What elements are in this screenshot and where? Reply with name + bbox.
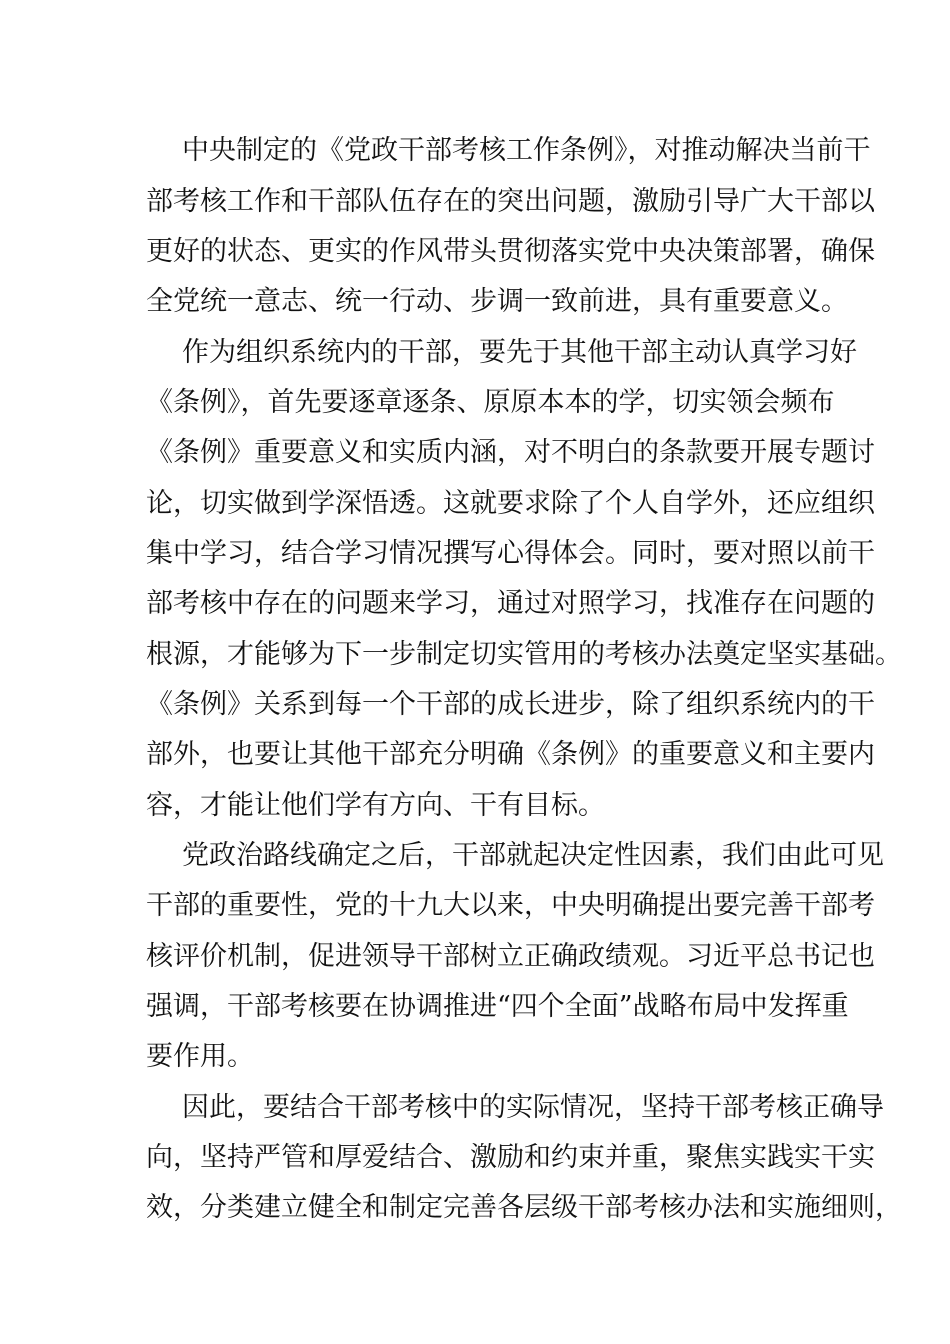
paragraph-1-line-2: 部考核工作和干部队伍存在的突出问题，激励引导广大干部以: [146, 186, 875, 217]
paragraph-4-line-2: 向，坚持严管和厚爱结合、激励和约束并重，聚焦实践实干实: [146, 1142, 875, 1173]
paragraph-3-line-2: 干部的重要性，党的十九大以来，中央明确提出要完善干部考: [146, 890, 875, 921]
paragraph-3-line-5: 要作用。: [146, 1041, 254, 1072]
paragraph-2-line-6: 部考核中存在的问题来学习，通过对照学习，找准存在问题的: [146, 588, 875, 619]
paragraph-1-line-1: 中央制定的《党政干部考核工作条例》，对推动解决当前干: [182, 135, 871, 166]
paragraph-2-line-10: 容，才能让他们学有方向、干有目标。: [146, 790, 605, 821]
paragraph-2-line-2: 《条例》，首先要逐章逐条、原原本本的学，切实领会频布: [146, 387, 835, 418]
paragraph-2-line-9: 部外，也要让其他干部充分明确《条例》的重要意义和主要内: [146, 739, 875, 770]
paragraph-4-line-1: 因此，要结合干部考核中的实际情况，坚持干部考核正确导: [182, 1092, 884, 1123]
paragraph-2-line-7: 根源，才能够为下一步制定切实管用的考核办法奠定坚实基础。: [146, 639, 902, 670]
paragraph-2-line-1: 作为组织系统内的干部，要先于其他干部主动认真学习好: [182, 337, 857, 368]
paragraph-4-line-3: 效，分类建立健全和制定完善各层级干部考核办法和实施细则，: [146, 1192, 902, 1223]
paragraph-1-line-3: 更好的状态、更实的作风带头贯彻落实党中央决策部署，确保: [146, 236, 875, 267]
paragraph-2-line-8: 《条例》关系到每一个干部的成长进步，除了组织系统内的干: [146, 689, 875, 720]
paragraph-2-line-3: 《条例》重要意义和实质内涵，对不明白的条款要开展专题讨: [146, 437, 875, 468]
paragraph-1-line-4: 全党统一意志、统一行动、步调一致前进，具有重要意义。: [146, 286, 848, 317]
paragraph-3-line-3: 核评价机制，促进领导干部树立正确政绩观。习近平总书记也: [146, 941, 875, 972]
paragraph-3-line-1: 党政治路线确定之后，干部就起决定性因素，我们由此可见: [182, 840, 884, 871]
paragraph-3-line-4: 强调，干部考核要在协调推进“四个全面”战略布局中发挥重: [146, 991, 849, 1022]
paragraph-2-line-4: 论，切实做到学深悟透。这就要求除了个人自学外，还应组织: [146, 488, 875, 519]
paragraph-2-line-5: 集中学习，结合学习情况撰写心得体会。同时，要对照以前干: [146, 538, 875, 569]
